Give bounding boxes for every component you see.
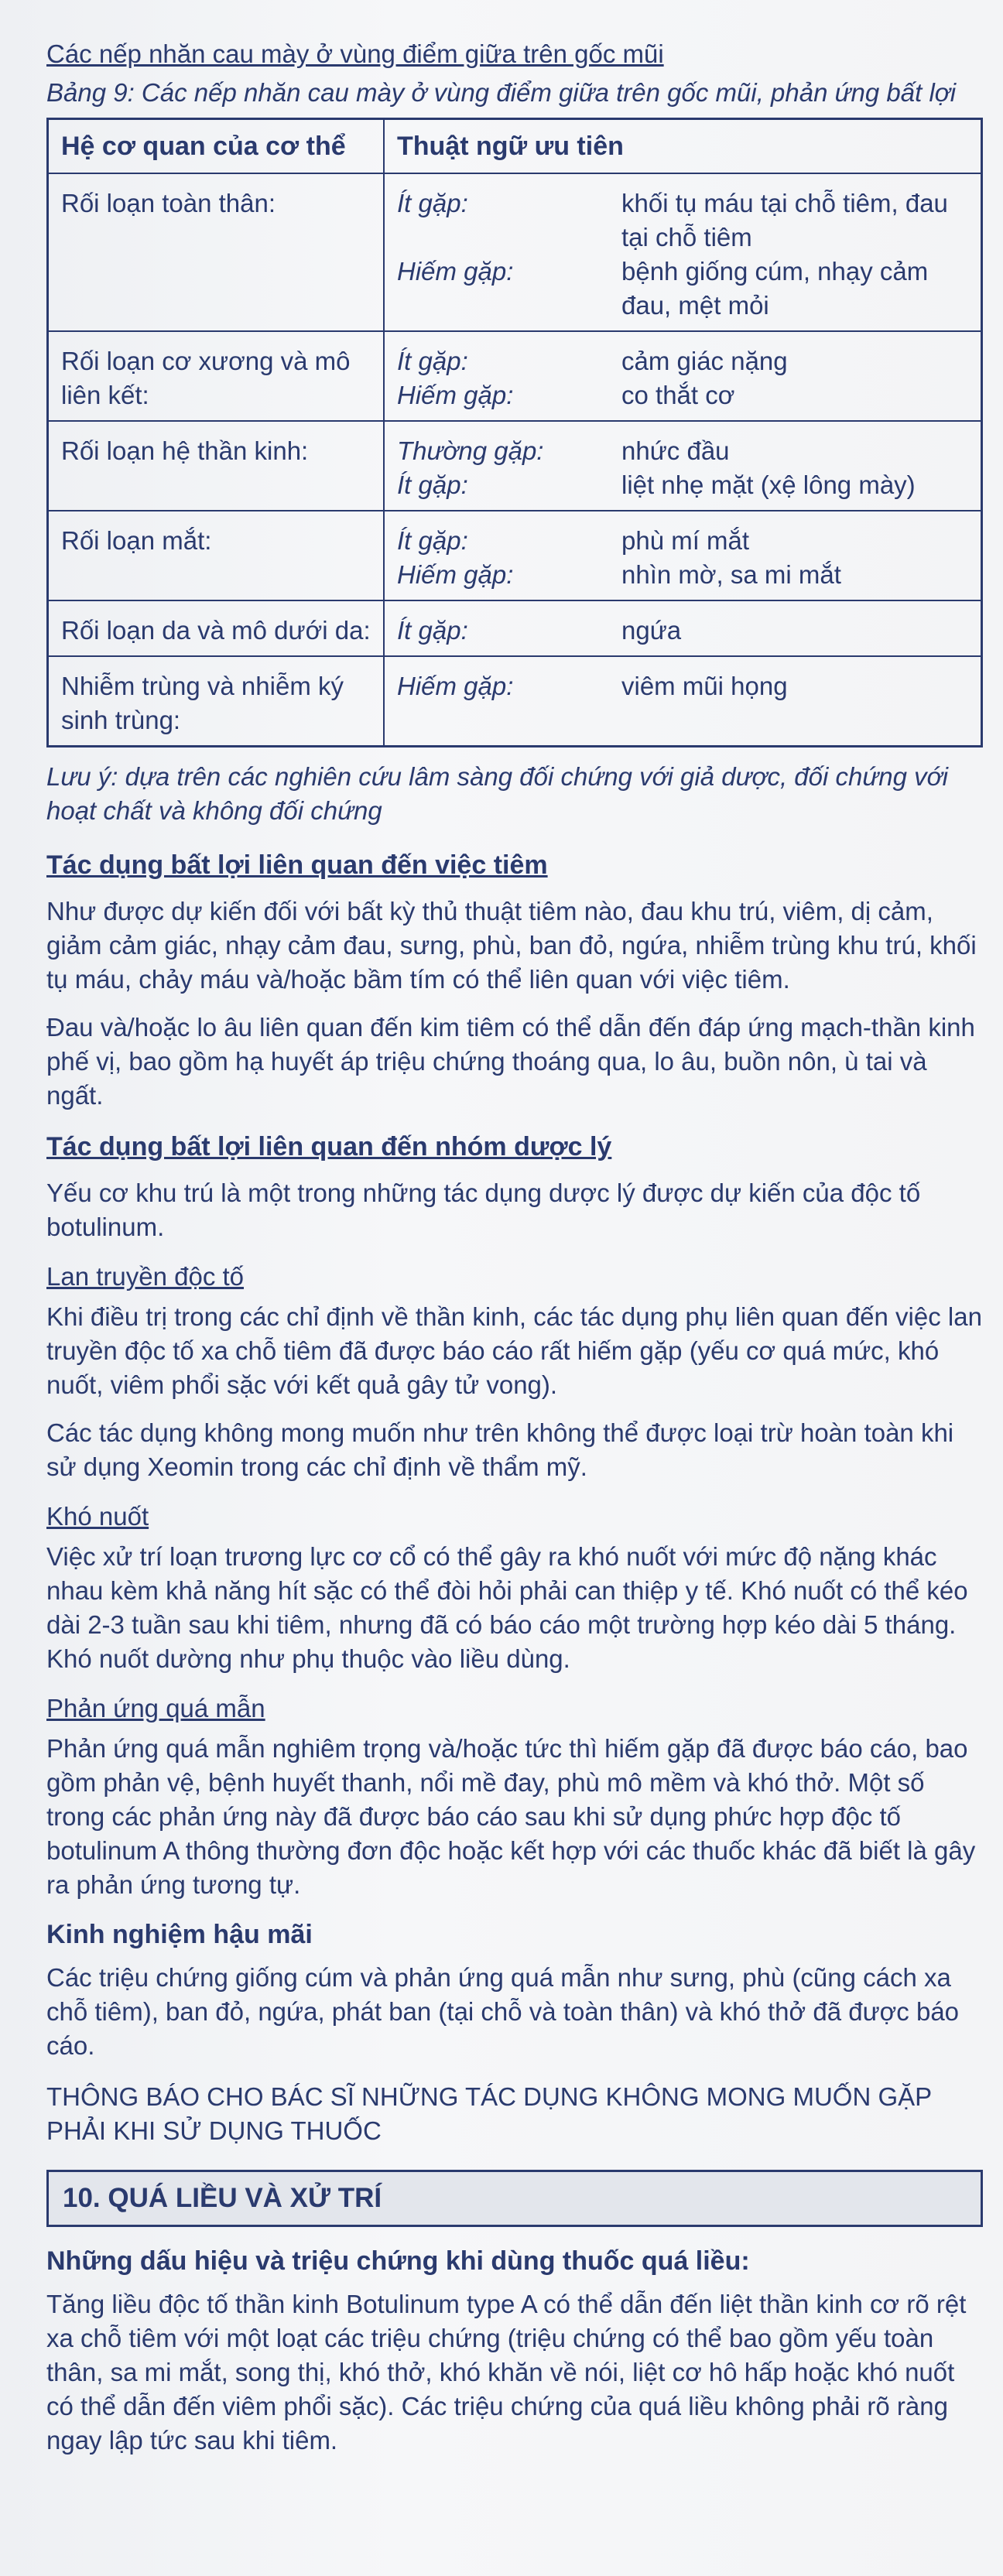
table-row: [48, 656, 982, 747]
header-preferred-term: Thuật ngữ ưu tiên: [384, 119, 982, 174]
overdose-paragraph: Tăng liều độc tố thần kinh Botulinum type A có thể dẫn đến liệt thần kinh cơ rõ rệt xa chỗ tiêm với một loạt các triệu chứng (triệu chứng có thể bao gồm yếu toàn thân, sa mi mắt, song thị, khó thở, khó khăn về nói, liệt cơ hô hấp hoặc khó nuốt có thể dẫn đến viêm phổi sặc). Các triệu chứng của quá liều không phải rõ ràng ngay lập tức sau khi tiêm.: [46, 2290, 967, 2455]
term-entry: [397, 186, 968, 255]
soc-cell: Rối loạn da và mô dưới da:: [48, 600, 385, 656]
table-row: [48, 511, 982, 600]
preferred-term: khối tụ máu tại chỗ tiêm, đau tại chỗ tiêm: [621, 189, 948, 251]
frequency-label: Ít gặp:: [397, 616, 468, 645]
wrinkles-heading: Các nếp nhăn cau mày ở vùng điểm giữa trên gốc mũi: [46, 39, 664, 68]
postmarketing-heading: Kinh nghiệm hậu mãi: [46, 1920, 313, 1949]
table-row: [48, 331, 982, 421]
header-soc: Hệ cơ quan của cơ thể: [48, 119, 385, 174]
soc-cell: Rối loạn mắt:: [48, 511, 385, 600]
postmarketing-paragraph: Các triệu chứng giống cúm và phản ứng quá mẫn như sưng, phù (cũng cách xa chỗ tiêm), ban đỏ, ngứa, phát ban (tại chỗ và toàn thân) và khó thở đã được báo cáo.: [46, 1963, 960, 2060]
term-entry: [397, 614, 968, 648]
preferred-term: cảm giác nặng: [621, 347, 788, 375]
frequency-label: Thường gặp:: [397, 436, 544, 465]
preferred-term: viêm mũi họng: [621, 672, 788, 700]
hypersensitivity-heading: Phản ứng quá mẫn: [46, 1694, 265, 1722]
term-entry: [397, 558, 968, 592]
dysphagia-heading: Khó nuốt: [46, 1502, 149, 1531]
dysphagia-paragraph: Việc xử trí loạn trương lực cơ cổ có thể gây ra khó nuốt với mức độ nặng khác nhau kèm khả năng hít sặc có thể đòi hỏi phải can thiệp y tế. Khó nuốt có thể kéo dài 2-3 tuần sau khi tiêm, nhưng đã có báo cáo một trường hợp kéo dài 5 tháng. Khó nuốt dường như phụ thuộc vào liều dùng.: [46, 1542, 968, 1673]
soc-cell: Nhiễm trùng và nhiễm ký sinh trùng:: [48, 656, 385, 747]
spread-paragraph-1: Khi điều trị trong các chỉ định về thần kinh, các tác dụng phụ liên quan đến việc lan truyền độc tố xa chỗ tiêm đã được báo cáo rất hiếm gặp (yếu cơ quá mức, khó nuốt, viêm phổi sặc với kết quả gây tử vong).: [46, 1302, 982, 1399]
preferred-term: nhức đầu: [621, 436, 730, 465]
preferred-term: phù mí mắt: [621, 526, 750, 555]
table-row: [48, 600, 982, 656]
spread-heading: Lan truyền độc tố: [46, 1262, 245, 1291]
preferred-term: liệt nhẹ mặt (xệ lông mày): [621, 470, 916, 499]
table-header-row: [48, 119, 982, 174]
frequency-label: Ít gặp:: [397, 189, 468, 217]
report-notice: THÔNG BÁO CHO BÁC SĨ NHỮNG TÁC DỤNG KHÔNG MONG MUỐN GẶP PHẢI KHI SỬ DỤNG THUỐC: [46, 2082, 932, 2145]
term-entry: [397, 378, 968, 412]
preferred-term: nhìn mờ, sa mi mắt: [621, 560, 841, 589]
term-entry: [397, 524, 968, 558]
soc-cell: Rối loạn cơ xương và mô liên kết:: [48, 331, 385, 421]
preferred-term: ngứa: [621, 616, 682, 645]
frequency-label: Hiếm gặp:: [397, 672, 514, 700]
term-entry: [397, 468, 968, 502]
frequency-label: Ít gặp:: [397, 526, 468, 555]
class-effects-heading: Tác dụng bất lợi liên quan đến nhóm dược lý: [46, 1132, 612, 1161]
injection-paragraph-2: Đau và/hoặc lo âu liên quan đến kim tiêm có thể dẫn đến đáp ứng mạch-thần kinh phế vị, bao gồm hạ huyết áp triệu chứng thoáng qua, lo âu, buồn nôn, ù tai và ngất.: [46, 1013, 975, 1110]
term-entry: [397, 669, 968, 703]
leaflet-content: [46, 37, 987, 2472]
injection-paragraph-1: Như được dự kiến đối với bất kỳ thủ thuật tiêm nào, đau khu trú, viêm, dị cảm, giảm cảm giác, nhạy cảm đau, sưng, phù, ban đỏ, ngứa, nhiễm trùng khu trú, khối tụ máu, chảy máu và/hoặc bầm tím có thể liên quan với việc tiêm.: [46, 897, 977, 994]
terms-cell: [384, 511, 982, 600]
frequency-label: Hiếm gặp:: [397, 257, 514, 286]
terms-cell: [384, 600, 982, 656]
soc-cell: Rối loạn toàn thân:: [48, 173, 385, 331]
terms-cell: [384, 331, 982, 421]
hypersensitivity-paragraph: Phản ứng quá mẫn nghiêm trọng và/hoặc tức thì hiếm gặp đã được báo cáo, bao gồm phản vệ, bệnh huyết thanh, nổi mề đay, phù mô mềm và khó thở. Một số trong các phản ứng này đã được báo cáo sau khi sử dụng phức hợp độc tố botulinum A thông thường đơn độc hoặc kết hợp với các thuốc khác đã biết là gây ra phản ứng tương tự.: [46, 1734, 976, 1899]
section-10-title: 10. QUÁ LIỀU VÀ XỬ TRÍ: [46, 2170, 983, 2227]
adverse-reactions-table: [46, 118, 983, 747]
frequency-label: Hiếm gặp:: [397, 560, 514, 589]
terms-cell: [384, 421, 982, 511]
preferred-term: co thắt cơ: [621, 381, 735, 409]
table-row: [48, 173, 982, 331]
soc-cell: Rối loạn hệ thần kinh:: [48, 421, 385, 511]
terms-cell: [384, 173, 982, 331]
table-row: [48, 421, 982, 511]
class-effects-paragraph: Yếu cơ khu trú là một trong những tác dụng dược lý được dự kiến của độc tố botulinum.: [46, 1179, 921, 1241]
table-caption: Bảng 9: Các nếp nhăn cau mày ở vùng điểm giữa trên gốc mũi, phản ứng bất lợi: [46, 78, 957, 107]
overdose-heading: Những dấu hiệu và triệu chứng khi dùng thuốc quá liều:: [46, 2246, 750, 2276]
term-entry: [397, 434, 968, 468]
spread-paragraph-2: Các tác dụng không mong muốn như trên không thể được loại trừ hoàn toàn khi sử dụng Xeomin trong các chỉ định về thẩm mỹ.: [46, 1418, 954, 1481]
term-entry: [397, 344, 968, 378]
frequency-label: Ít gặp:: [397, 347, 468, 375]
table-note: Lưu ý: dựa trên các nghiên cứu lâm sàng đối chứng với giả dược, đối chứng với hoạt chất và không đối chứng: [46, 762, 948, 825]
term-entry: [397, 255, 968, 323]
frequency-label: Ít gặp:: [397, 470, 468, 499]
injection-heading: Tác dụng bất lợi liên quan đến việc tiêm: [46, 850, 548, 880]
terms-cell: [384, 656, 982, 747]
preferred-term: bệnh giống cúm, nhạy cảm đau, mệt mỏi: [621, 257, 929, 320]
frequency-label: Hiếm gặp:: [397, 381, 514, 409]
